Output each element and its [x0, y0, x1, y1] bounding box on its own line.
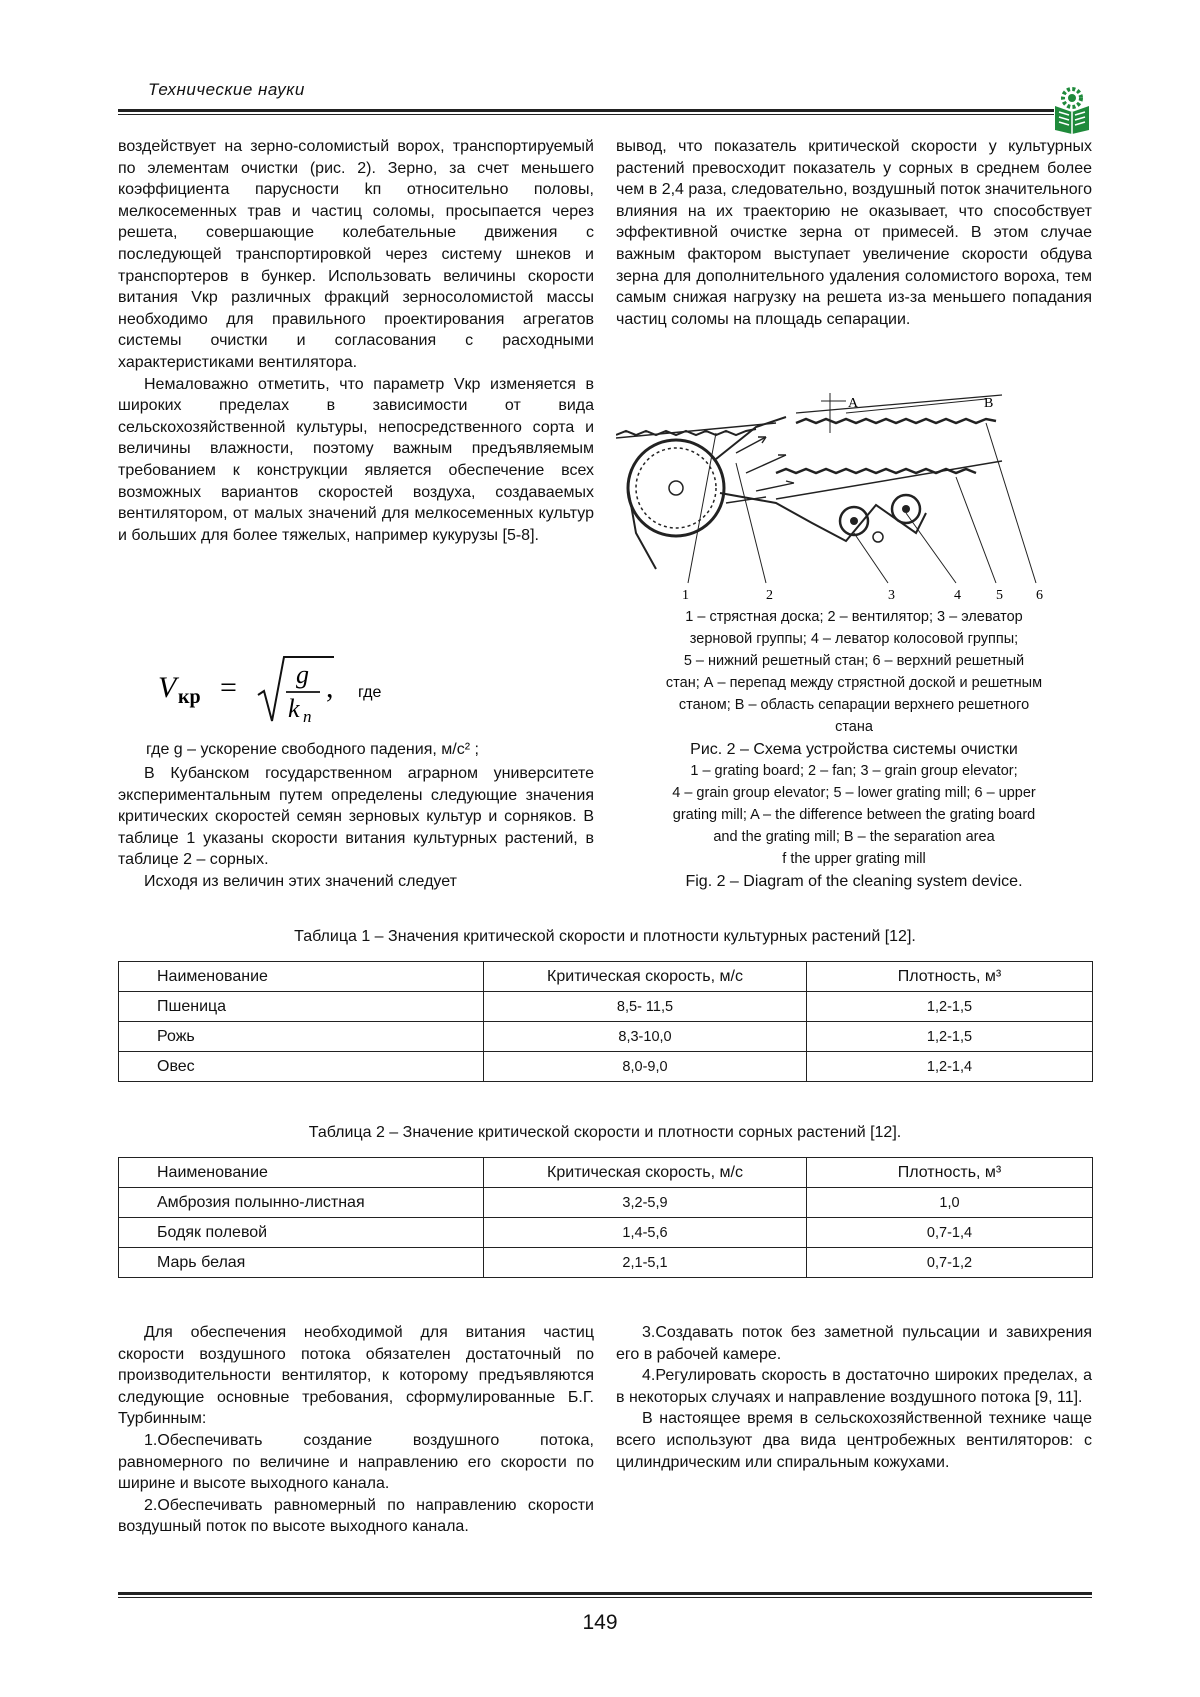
table-cell: 1,0 [807, 1188, 1093, 1218]
paragraph: Исходя из величин этих значений следует [144, 872, 457, 890]
footer-rule [118, 1592, 1092, 1595]
left-column-continued [118, 763, 594, 893]
paragraph: В настоящее время в сельскохозяйственной технике чаще всего используют два вида центробежных вентиляторов: с цилиндрическим или спиральным кожухами. [616, 1410, 1092, 1471]
table-cell: 0,7-1,2 [807, 1248, 1093, 1278]
table-row [119, 1022, 1093, 1052]
table-row [119, 1052, 1093, 1082]
left-column [118, 136, 594, 546]
figure-caption-line: стан; А – перепад между стрястной доской и решетным [665, 675, 1043, 691]
figure-caption-en-line: 4 – grain group elevator; 5 – lower grating mill; 6 – upper [672, 785, 1036, 801]
figure-caption-en-line: f the upper grating mill [782, 851, 926, 867]
table-row [119, 1248, 1093, 1278]
running-header: Технические науки [148, 80, 305, 99]
table-cell: Овес [119, 1052, 484, 1082]
table-cell: 3,2-5,9 [484, 1188, 807, 1218]
table-header-row [119, 962, 1093, 992]
figure-number: 1 [682, 588, 689, 603]
figure-caption-line: стана [835, 719, 873, 735]
table-header-cell: Наименование [119, 1158, 484, 1188]
table-cell: 1,2-1,5 [807, 1022, 1093, 1052]
table2 [118, 1157, 1093, 1278]
formula-where: где [358, 684, 382, 701]
figure-caption-en-line: 1 – grating board; 2 – fan; 3 – grain group elevator; [690, 763, 1018, 779]
paragraph: Немаловажно отметить, что параметр Vкр изменяется в широких пределах в зависимости от вида сельскохозяйственной культуры, непосредственного сорта и величины влажности, поэтому важным предъявляемым требованием к конструкции является обеспечение всех возможных вариантов скоростей воздуха, создаваемых вентилятором, от малых значений для мелкосеменных культур и больших для более тяжелых, например кукурузы [5-8]. [118, 375, 594, 544]
table-cell: Пшеница [119, 992, 484, 1022]
figure-number: 2 [766, 588, 773, 603]
figure-number: 4 [954, 588, 961, 603]
table-cell: Бодяк полевой [119, 1218, 484, 1248]
paragraph: Для обеспечения необходимой для витания частиц скорости воздушного потока обязателен достаточный по производительности вентилятор, к которому предъявляются следующие основные требования, сформулированные Б.Г. Турбинным: [118, 1324, 594, 1428]
formula-denominator: k [288, 694, 300, 723]
table1 [118, 961, 1093, 1082]
critical-velocity-formula [158, 655, 578, 727]
formula-lhs: V [158, 671, 177, 704]
book-gear-logo-icon [1052, 84, 1092, 134]
header-rule [118, 109, 1054, 112]
table-cell: 8,5- 11,5 [484, 992, 807, 1022]
page-number: 149 [582, 1611, 618, 1634]
paragraph: 4.Регулировать скорость в достаточно широких пределах, а в некоторых случаях и направление воздушного потока [9, 11]. [616, 1367, 1092, 1406]
table-header-cell: Критическая скорость, м/с [484, 1158, 807, 1188]
figure-caption-line: станом; В – область сепарации верхнего решетного [678, 697, 1030, 713]
figure-caption-line: 5 – нижний решетный стан; 6 – верхний решетный [683, 653, 1025, 669]
figure-number: 6 [1036, 588, 1043, 603]
figure-title-en: Fig. 2 – Diagram of the cleaning system device. [685, 873, 1023, 890]
figure-caption-line: зерновой группы; 4 – леватор колосовой группы; [689, 631, 1019, 647]
table-header-cell: Плотность, м³ [807, 1158, 1093, 1188]
bottom-left-column [118, 1322, 594, 1538]
table1-caption: Таблица 1 – Значения критической скорости и плотности культурных растений [12]. [294, 928, 916, 945]
table-cell: 2,1-5,1 [484, 1248, 807, 1278]
label-b: B [984, 396, 994, 411]
table-cell: 8,0-9,0 [484, 1052, 807, 1082]
table-row [119, 992, 1093, 1022]
table-cell: 8,3-10,0 [484, 1022, 807, 1052]
paragraph: 2.Обеспечивать равномерный по направлению скорости воздушный поток по высоте выходного канала. [118, 1496, 594, 1536]
variable-definition: где g – ускорение свободного падения, м/с² ; [146, 741, 479, 758]
table-cell: Рожь [119, 1022, 484, 1052]
formula-denominator-sub: n [303, 707, 312, 726]
figure-number: 5 [996, 588, 1003, 603]
table-header-cell: Наименование [119, 962, 484, 992]
formula-comma: , [326, 671, 334, 704]
paragraph: 1.Обеспечивать создание воздушного потока, равномерного по величине и направлению его скорости по ширине и высоте выходного канала. [118, 1431, 594, 1493]
figure-caption-line: 1 – стрястная доска; 2 – вентилятор; 3 – элеватор [685, 609, 1023, 625]
table-cell: 1,2-1,5 [807, 992, 1093, 1022]
footer-rule-thin [118, 1597, 1092, 1598]
cleaning-system-diagram [616, 393, 1092, 605]
table-header-cell: Критическая скорость, м/с [484, 962, 807, 992]
formula-equals: = [220, 671, 237, 704]
table-cell: 1,2-1,4 [807, 1052, 1093, 1082]
bottom-right-column [616, 1322, 1092, 1473]
table-header-row [119, 1158, 1093, 1188]
paragraph: В Кубанском государственном аграрном университете экспериментальным путем определены следующие значения критических скоростей семян зерновых культур и сорняков. В таблице 1 указаны скорости витания культурных растений, в таблице 2 – сорных. [118, 765, 594, 869]
table2-caption: Таблица 2 – Значение критической скорости и плотности сорных растений [12]. [308, 1124, 902, 1141]
table-cell: 0,7-1,4 [807, 1218, 1093, 1248]
table-header-cell: Плотность, м³ [807, 962, 1093, 992]
table-row [119, 1218, 1093, 1248]
paragraph: вывод, что показатель критической скорости у культурных растений превосходит показатель у сорных в среднем более чем в 2,4 раза, следовательно, воздушный поток значительного влияния на их траекторию не оказывает, что способствует эффективной очистке зерна от примесей. В этом случае важным фактором выступает увеличение скорости обдува зерна для дополнительного удаления соломистого вороха, тем самым снижая нагрузку на решета из-за меньшего попадания частиц соломы на площадь сепарации. [616, 138, 1092, 328]
formula-numerator: g [296, 660, 309, 689]
table-row [119, 1188, 1093, 1218]
paragraph: 3.Создавать поток без заметной пульсации и завихрения его в рабочей камере. [616, 1324, 1092, 1363]
formula-subscript: кр [178, 686, 201, 708]
header-rule-thin [118, 114, 1054, 115]
table-cell: 1,4-5,6 [484, 1218, 807, 1248]
figure-caption-en-line: grating mill; A – the difference between the grating board [672, 807, 1036, 823]
paragraph: воздействует на зерно-соломистый ворох, транспортируемый по элементам очистки (рис. 2). Зерно, за счет меньшего коэффициента парусности kп относительно половы, мелкосеменных трав и частиц соломы, просыпается через решета, совершающие колебательные движения с последующей транспортировкой через систему шнеков и транспортеров в бункер. Использовать величины скорости витания Vкр различных фракций зерносоломистой массы необходимо для правильного проектирования агрегатов системы очистки и согласования с расходными характеристиками вентилятора. [118, 138, 594, 371]
label-a: A [848, 396, 859, 411]
figure-title-ru: Рис. 2 – Схема устройства системы очистки [690, 741, 1018, 758]
right-column [616, 136, 1092, 330]
figure-number: 3 [888, 588, 895, 603]
figure-caption-en-line: and the grating mill; B – the separation area [713, 829, 995, 845]
table-cell: Марь белая [119, 1248, 484, 1278]
table-cell: Амброзия полынно-листная [119, 1188, 484, 1218]
